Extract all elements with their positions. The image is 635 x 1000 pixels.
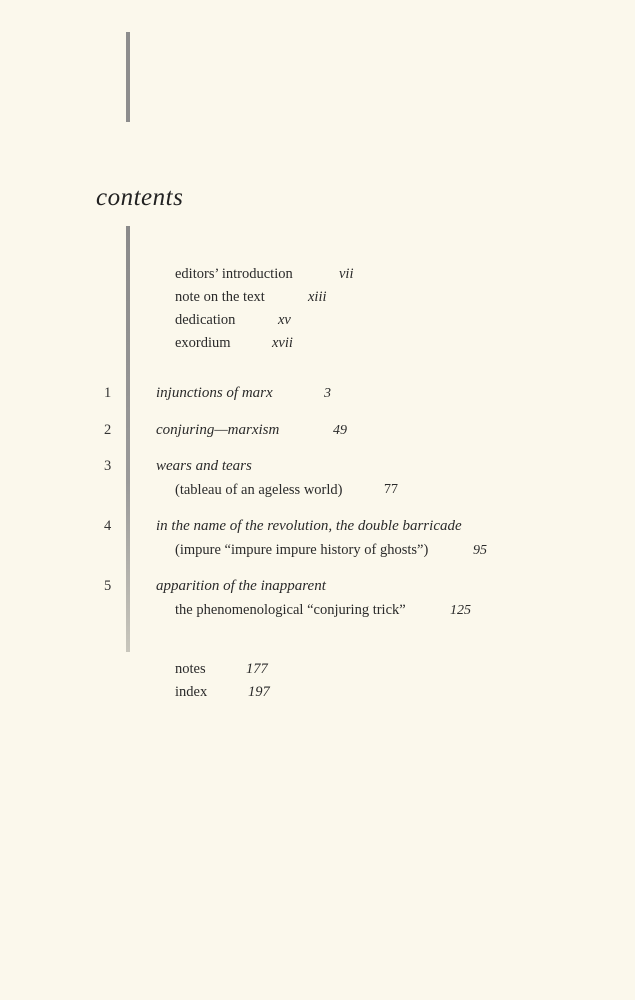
chapter-page: 3 [324,386,331,401]
back-matter-label: notes [175,661,206,677]
chapter-page: 125 [450,603,471,618]
front-matter-page: xvii [272,335,293,351]
chapter-number: 5 [104,578,112,594]
chapter-subtitle: (tableau of an ageless world) [175,482,343,498]
chapter-title: wears and tears [156,458,252,474]
chapter-subtitle: (impure “impure impure history of ghosts”) [175,542,429,558]
chapter-page: 77 [384,482,398,497]
back-matter-label: index [175,684,208,700]
back-matter-page: 197 [248,684,270,700]
chapter-title: conjuring—marxism [156,422,280,438]
front-matter-item [175,266,293,283]
front-matter-page: xiii [308,289,327,305]
decorative-rule-main [126,226,130,652]
chapter-subtitle: the phenomenological “conjuring trick” [175,602,406,618]
front-matter-label: note on the text [175,289,265,305]
front-matter-page: vii [339,266,354,282]
page-title: contents [96,184,184,211]
front-matter-item [175,335,231,352]
chapter-number: 4 [104,518,112,534]
front-matter-item [175,289,265,306]
chapter-number: 2 [104,422,112,438]
front-matter-page: xv [278,312,291,328]
front-matter-label: dedication [175,312,236,328]
chapter-number: 3 [104,458,112,474]
back-matter-page: 177 [246,661,268,677]
front-matter-label: exordium [175,335,231,351]
chapter-number: 1 [104,385,112,401]
chapter-title: apparition of the inapparent [156,578,326,594]
chapter-page: 49 [333,423,347,438]
front-matter-item [175,312,235,329]
chapter-title: injunctions of marx [156,385,273,401]
front-matter-label: editors’ introduction [175,266,293,282]
chapter-title: in the name of the revolution, the double barricade [156,518,462,534]
chapter-page: 95 [473,543,487,558]
decorative-rule-top [126,32,130,122]
